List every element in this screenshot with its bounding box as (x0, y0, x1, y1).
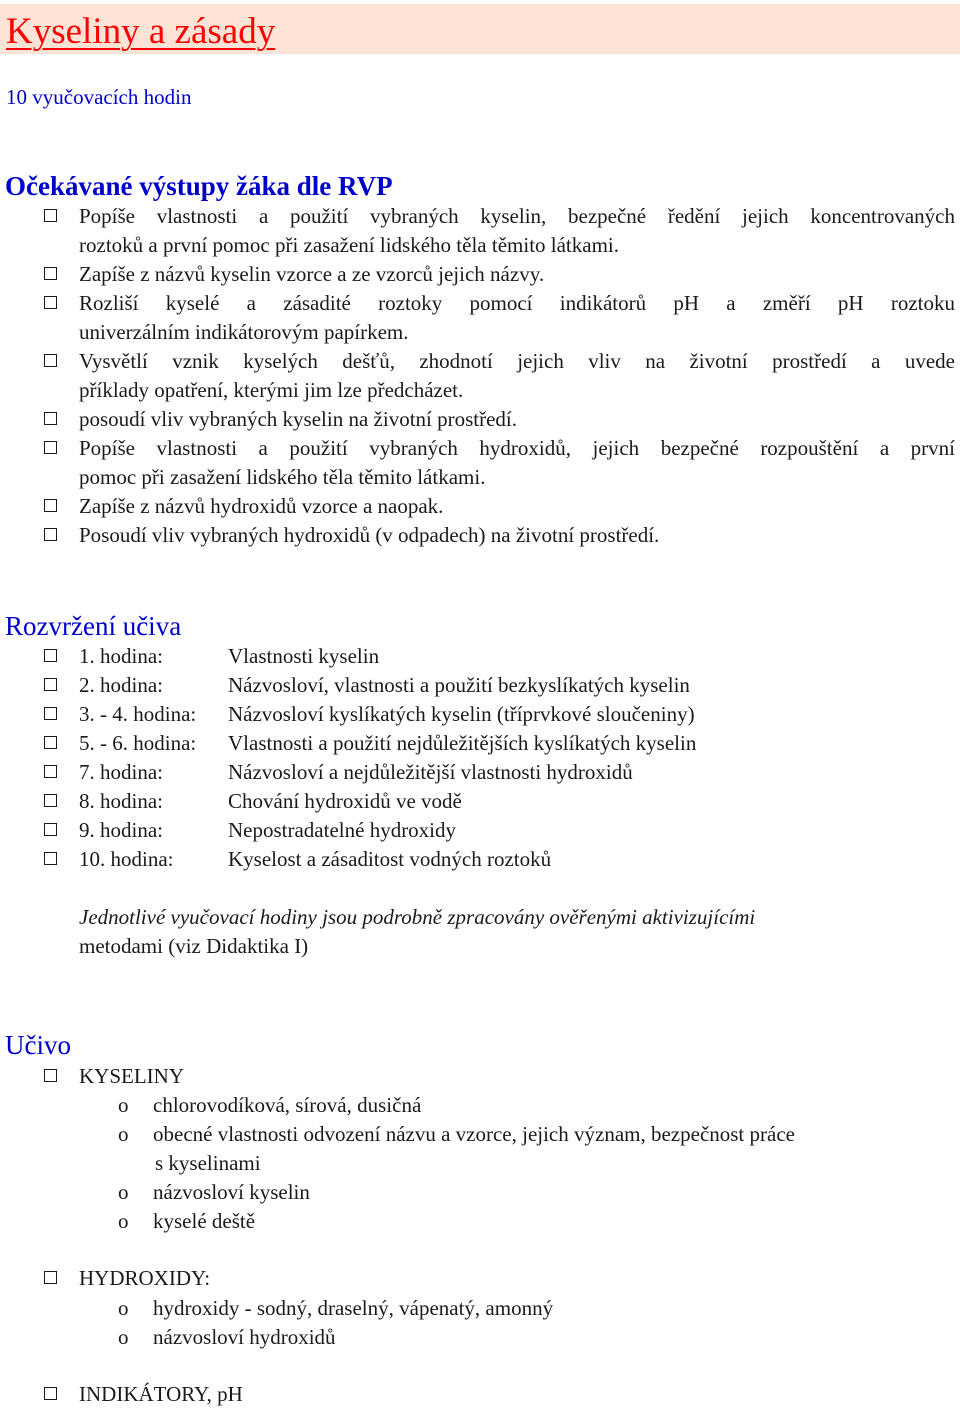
title-bar (0, 4, 960, 54)
outline-item: 10. hodina: Kyselost a zásaditost vodných roztoků (79, 847, 552, 871)
outcome-item-line: pomoc při zasažení lidského těla těmito látkami. (79, 465, 486, 489)
outcome-item-line: příklady opatření, kterými jim lze předcházet. (79, 378, 464, 402)
content-section-indicators: INDIKÁTORY, pH (79, 1382, 243, 1406)
page-title: Kyseliny a zásady (6, 11, 276, 52)
content-section-acids: KYSELINY (79, 1064, 184, 1088)
bullet-icon: o (118, 1325, 129, 1349)
outcome-item-line: posoudí vliv vybraných kyselin na životní prostředí. (79, 407, 518, 431)
checkbox-icon (44, 1387, 57, 1400)
content-section-hydroxides: HYDROXIDY: (79, 1266, 211, 1290)
outcome-item-line: roztoků a první pomoc při zasažení lidského těla těmito látkami. (79, 233, 620, 257)
outcome-item-line: Rozliší kyselé a zásadité roztoky pomocí indikátorů pH a změří pH roztoku (79, 291, 955, 315)
checkbox-icon (44, 412, 57, 425)
checkbox-icon (44, 823, 57, 836)
checkbox-icon (44, 528, 57, 541)
content-heading: Učivo (5, 1030, 71, 1060)
outcome-item-line: univerzálním indikátorovým papírkem. (79, 320, 409, 344)
outline-item: 5. - 6. hodina: Vlastnosti a použití nejdůležitějších kyslíkatých kyselin (79, 731, 697, 755)
outcome-item-line: Posoudí vliv vybraných hydroxidů (v odpadech) na životní prostředí. (79, 523, 660, 547)
checkbox-icon (44, 1271, 57, 1284)
lesson-count: 10 vyučovacích hodin (6, 85, 192, 109)
content-subitem: obecné vlastnosti odvození názvu a vzorce, jejich význam, bezpečnost práce (153, 1122, 795, 1146)
outline-note: Jednotlivé vyučovací hodiny jsou podrobně zpracovány ověřenými aktivizujícími (79, 905, 756, 929)
content-subitem: hydroxidy - sodný, draselný, vápenatý, amonný (153, 1296, 554, 1320)
content-subitem-continuation: s kyselinami (155, 1151, 261, 1175)
bullet-icon: o (118, 1209, 129, 1233)
bullet-icon: o (118, 1180, 129, 1204)
content-subitem: názvosloví hydroxidů (153, 1325, 336, 1349)
checkbox-icon (44, 441, 57, 454)
checkbox-icon (44, 852, 57, 865)
outcome-item-line: Zapíše z názvů kyselin vzorce a ze vzorců jejich názvy. (79, 262, 545, 286)
checkbox-icon (44, 649, 57, 662)
content-subitem: chlorovodíková, sírová, dusičná (153, 1093, 422, 1117)
checkbox-icon (44, 1069, 57, 1082)
checkbox-icon (44, 736, 57, 749)
outline-item: 7. hodina: Názvosloví a nejdůležitější vlastnosti hydroxidů (79, 760, 633, 784)
checkbox-icon (44, 678, 57, 691)
checkbox-icon (44, 499, 57, 512)
checkbox-icon (44, 296, 57, 309)
outline-item: 2. hodina: Názvosloví, vlastnosti a použití bezkyslíkatých kyselin (79, 673, 690, 697)
outcome-item-line: Popíše vlastnosti a použití vybraných hydroxidů, jejich bezpečné rozpouštění a první (79, 436, 955, 460)
checkbox-icon (44, 765, 57, 778)
outline-item: 3. - 4. hodina: Názvosloví kyslíkatých kyselin (tříprvkové sloučeniny) (79, 702, 695, 726)
outcome-item-line: Zapíše z názvů hydroxidů vzorce a naopak. (79, 494, 444, 518)
checkbox-icon (44, 354, 57, 367)
checkbox-icon (44, 267, 57, 280)
outcome-item-line: Vysvětlí vznik kyselých dešťů, zhodnotí jejich vliv na životní prostředí a uvede (79, 349, 955, 373)
outline-heading: Rozvržení učiva (5, 611, 182, 641)
outline-item: 8. hodina: Chování hydroxidů ve vodě (79, 789, 462, 813)
bullet-icon: o (118, 1296, 129, 1320)
outcome-item-line: Popíše vlastnosti a použití vybraných kyselin, bezpečné ředění jejich koncentrovaných (79, 204, 955, 228)
outcomes-heading: Očekávané výstupy žáka dle RVP (5, 171, 393, 201)
bullet-icon: o (118, 1122, 129, 1146)
outline-note-2: metodami (viz Didaktika I) (79, 934, 309, 958)
checkbox-icon (44, 794, 57, 807)
outline-item: 1. hodina: Vlastnosti kyselin (79, 644, 380, 668)
content-subitem: kyselé deště (153, 1209, 256, 1233)
bullet-icon: o (118, 1093, 129, 1117)
checkbox-icon (44, 707, 57, 720)
checkbox-icon (44, 209, 57, 222)
content-subitem: názvosloví kyselin (153, 1180, 310, 1204)
outline-item: 9. hodina: Nepostradatelné hydroxidy (79, 818, 457, 842)
